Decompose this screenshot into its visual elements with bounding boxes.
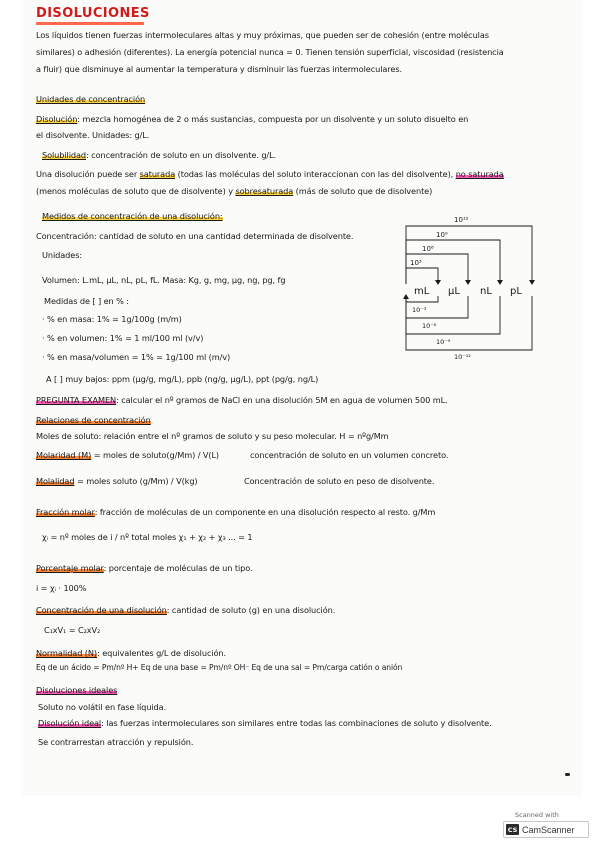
camscanner-badge: CS: [507, 825, 518, 834]
heading-relaciones: Relaciones de concentración: [36, 415, 151, 425]
fraccion-line: [36, 507, 435, 517]
disolucion-line: [36, 114, 468, 124]
volumen-line: Volumen: L.mL, µL, nL, pL, fL. Masa: Kg, g, mg, µg, ng, pg, fg: [42, 275, 286, 285]
fraccion-eq: χᵢ = nº moles de i / nº total moles χ₁ + χ₂ + χ₃ ... = 1: [42, 532, 253, 542]
porcentaje-line: [36, 563, 253, 573]
sat-text-a: Una disolución puede ser: [36, 169, 140, 179]
label-bottom-3: 10⁻¹²: [454, 353, 471, 361]
unit-nL: nL: [480, 286, 492, 297]
unit-mL: mL: [414, 286, 430, 297]
label-top-3: 10³: [410, 259, 422, 267]
ideales-text: : las fuerzas intermoleculares son similares entre todas las combinaciones de soluto y disolvente.: [101, 718, 492, 728]
camscanner-brand: CamScanner: [522, 824, 575, 835]
porcentaje-eq: i = χᵢ · 100%: [36, 583, 87, 593]
bajos-line: A [ ] muy bajos: ppm (µg/g, mg/L), ppb (ng/g, µg/L), ppt (pg/g, ng/L): [46, 374, 319, 384]
ideales-line-2: [38, 718, 492, 728]
label-bottom-0: 10⁻³: [412, 306, 427, 314]
saturacion-line-2: [36, 186, 432, 196]
term-normalidad: Normalidad (N): [36, 648, 98, 658]
term-disolucion-ideal: Disolución ideal: [38, 718, 102, 728]
term-porcentaje: Porcentaje molar: [36, 563, 104, 573]
fraccion-text: : fracción de moléculas de un componente en una disolución respecto al resto. g/Mm: [94, 507, 436, 517]
volumen-pct-line: · % en volumen: 1% = 1 ml/100 ml (v/v): [42, 333, 204, 343]
solubilidad-line: [42, 150, 276, 160]
molalidad-line: [36, 476, 198, 486]
porcentaje-text: : porcentaje de moléculas de un tipo.: [103, 563, 253, 573]
conc-eq: C₁xV₁ = C₂xV₂: [44, 625, 101, 635]
conc-line: [36, 605, 335, 615]
equivalentes-line: Eq de un ácido = Pm/nº H+ Eq de una base = Pm/nº OH⁻ Eq de una sal = Pm/carga catión o anión: [36, 663, 403, 672]
conc-text: : cantidad de soluto (g) en una disolución.: [166, 605, 336, 615]
unit-pL: pL: [510, 286, 522, 297]
label-top-0: 10¹²: [454, 216, 469, 224]
term-sobresaturada: sobresaturada: [235, 186, 294, 196]
intro-line-2: similares) o adhesión (diferentes). La energía potencial nunca = 0. Tienen tensión superficial, viscosidad (resistencia: [36, 47, 504, 57]
arrow-mL-top: [406, 268, 438, 284]
ink-dot: [565, 773, 570, 776]
term-concentracion: Concentración de una disolución: [36, 605, 167, 615]
label-top-1: 10⁹: [436, 231, 448, 239]
normalidad-line: [36, 648, 226, 658]
pregunta-line: [36, 395, 448, 405]
ideales-line-3: Se contrarrestan atracción y repulsión.: [38, 737, 194, 747]
masavol-line: · % en masa/volumen = 1% = 1g/100 ml (m/v): [42, 352, 231, 362]
term-fraccion: Fracción molar: [36, 507, 95, 517]
intro-line-1: Los líquidos tienen fuerzas intermoleculares altas y muy próximas, que pueden ser de cohesión (entre moléculas: [36, 30, 489, 40]
scanned-with-label: Scanned with: [515, 811, 559, 819]
sat-text-c: (menos moléculas de soluto que de disolvente) y: [36, 186, 236, 196]
normalidad-text: : equivalentes g/L de disolución.: [97, 648, 227, 658]
arrow-pL-top: [406, 226, 532, 284]
unidades-line: Unidades:: [42, 250, 83, 260]
label-bottom-2: 10⁻⁹: [436, 338, 451, 346]
medidas-line: Medidas de [ ] en % :: [44, 296, 129, 306]
unit-conversion-diagram: [396, 212, 544, 362]
label-bottom-1: 10⁻⁶: [422, 322, 437, 330]
title-underline: [36, 22, 144, 25]
page-title: DISOLUCIONES: [36, 6, 150, 21]
molaridad-line: [36, 450, 219, 460]
term-disolucion: Disolución: [36, 114, 78, 124]
heading-unidades: Unidades de concentración: [36, 94, 146, 104]
molaridad-desc: concentración de soluto en un volumen concreto.: [250, 450, 449, 460]
term-saturada: saturada: [139, 169, 176, 179]
molalidad-desc: Concentración de soluto en peso de disolvente.: [244, 476, 435, 486]
term-molalidad: Molalidad: [36, 476, 75, 486]
molalidad-eq: = moles soluto (g/Mm) / V(kg): [74, 476, 198, 486]
label-top-2: 10⁶: [422, 245, 434, 253]
heading-medidas: Medidos de concentración de una disolución:: [42, 211, 223, 221]
sat-text-d: (más de soluto que de disolvente): [293, 186, 433, 196]
ideales-line-1: Soluto no volátil en fase líquida.: [38, 702, 167, 712]
heading-ideales: Disoluciones ideales: [36, 685, 118, 695]
disolucion-line-2: el disolvente. Unidades: g/L.: [36, 130, 150, 140]
term-no-saturada: no saturada: [455, 169, 504, 179]
camscanner-logo: [503, 821, 589, 838]
term-solubilidad: Solubilidad: [42, 150, 87, 160]
unit-uL: µL: [448, 286, 460, 297]
solubilidad-text: : concentración de soluto en un disolvente. g/L.: [86, 150, 277, 160]
molaridad-eq: = moles de soluto(g/Mm) / V(L): [91, 450, 220, 460]
term-pregunta: PREGUNTA EXAMEN: [36, 395, 117, 405]
masa-line: · % en masa: 1% = 1g/100g (m/m): [42, 314, 182, 324]
concentracion-line: Concentración: cantidad de soluto en una cantidad determinada de disolvente.: [36, 231, 354, 241]
intro-line-3: a fluir) que disminuye al aumentar la temperatura y disminuir las fuerzas intermoleculares.: [36, 64, 402, 74]
sat-text-b: (todas las moléculas del soluto interaccionan con las del disolvente),: [175, 169, 456, 179]
term-molaridad: Molaridad (M): [36, 450, 92, 460]
saturacion-line-1: [36, 169, 504, 179]
disolucion-text: : mezcla homogénea de 2 o más sustancias, compuesta por un disolvente y un soluto disuelto en: [77, 114, 469, 124]
moles-line: Moles de soluto: relación entre el nº gramos de soluto y su peso molecular. H = nºg/Mm: [36, 431, 389, 441]
pregunta-text: : calcular el nº gramos de NaCl en una disolución 5M en agua de volumen 500 mL.: [116, 395, 448, 405]
